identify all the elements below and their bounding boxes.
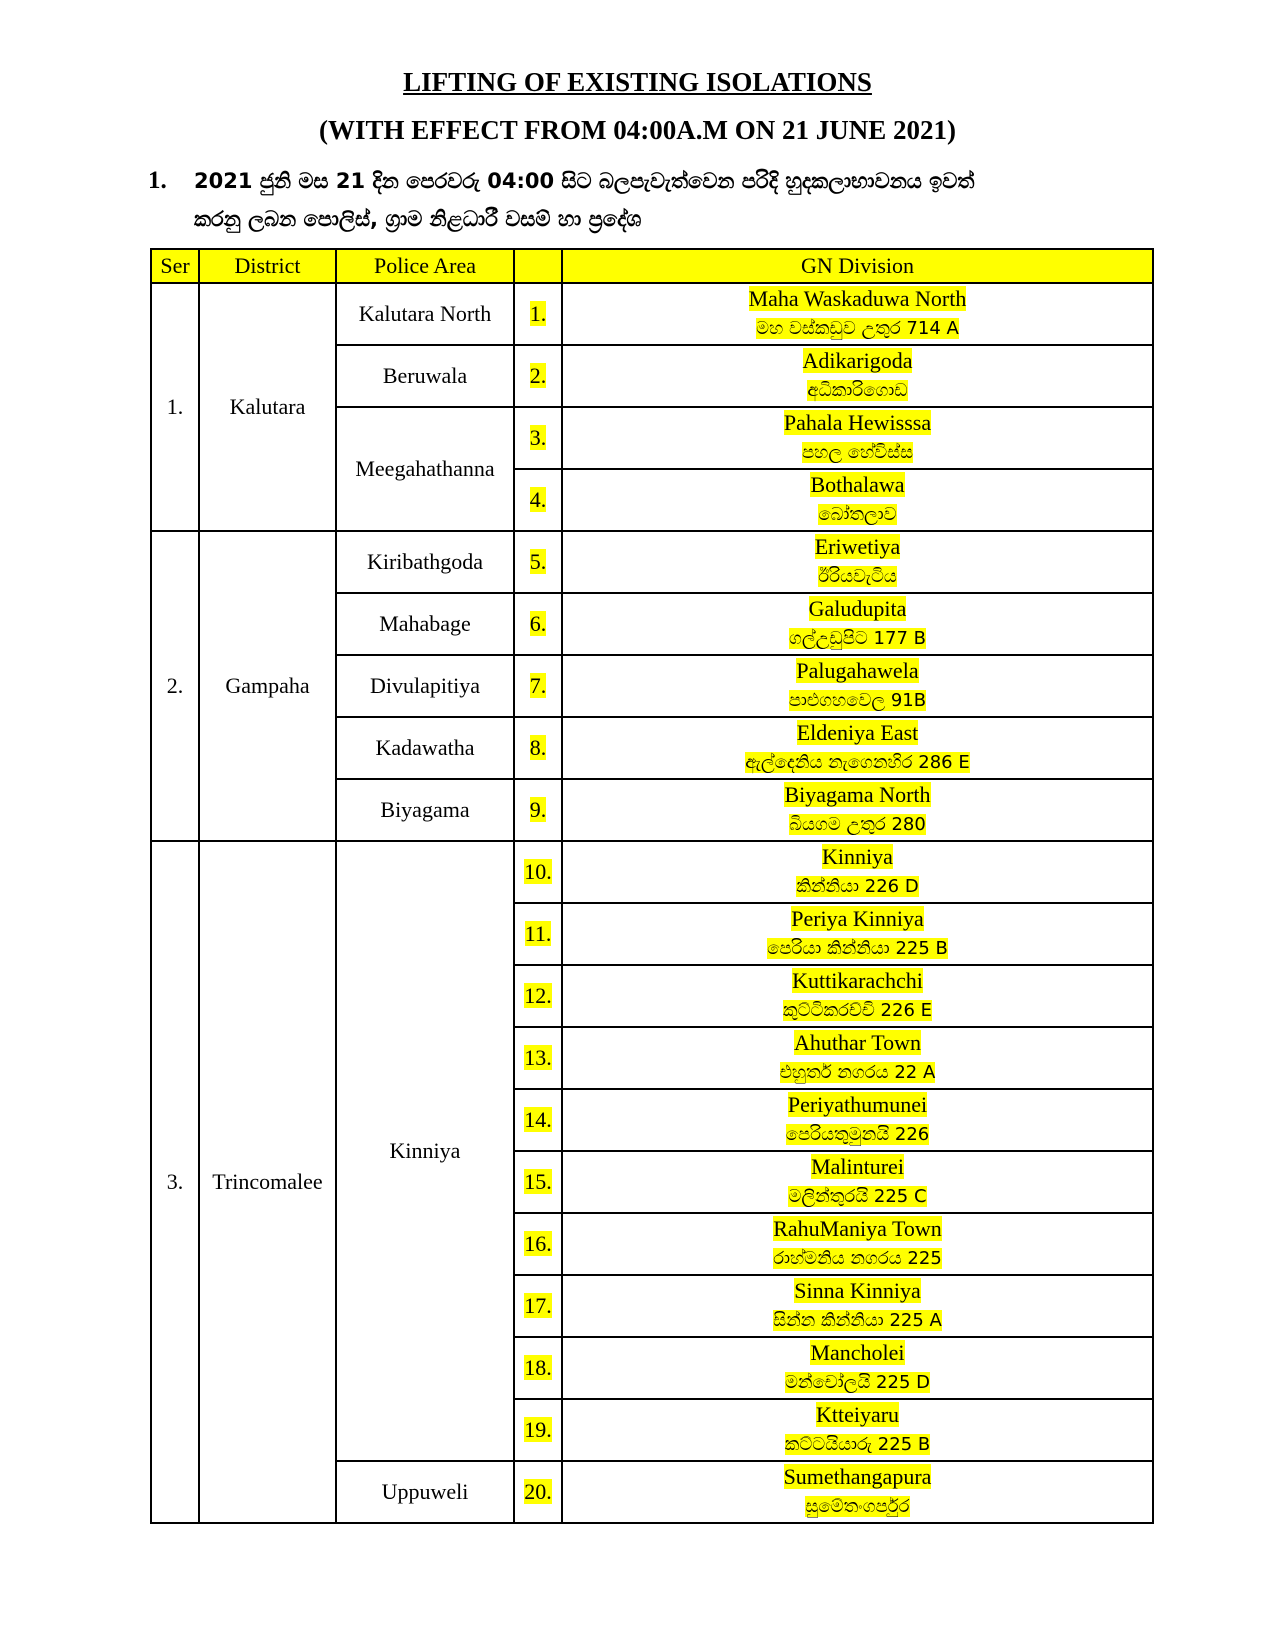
district-ser: 2.	[151, 531, 199, 841]
row-number: 20.	[514, 1461, 562, 1523]
gn-sinhala: කට්ටයියාරු 225 B	[784, 1434, 931, 1455]
row-number: 16.	[514, 1213, 562, 1275]
row-number: 19.	[514, 1399, 562, 1461]
gn-division	[562, 531, 1153, 593]
gn-sinhala: එහුතර් නගරය 22 A	[779, 1062, 936, 1083]
gn-english: Ahuthar Town	[794, 1030, 921, 1055]
district-ser: 3.	[151, 841, 199, 1523]
police-area: Kinniya	[336, 841, 514, 1461]
police-area: Divulapitiya	[336, 655, 514, 717]
table-row	[151, 531, 1153, 593]
table-row	[151, 841, 1153, 903]
gn-division	[562, 283, 1153, 345]
row-number: 10.	[514, 841, 562, 903]
row-number: 8.	[514, 717, 562, 779]
gn-sinhala: කුට්ටිකරච්චි 226 E	[782, 1000, 933, 1021]
gn-division	[562, 407, 1153, 469]
gn-division	[562, 903, 1153, 965]
row-number: 11.	[514, 903, 562, 965]
gn-english: Ktteiyaru	[815, 1402, 900, 1427]
gn-sinhala: මහ වස්කඩුව උතුර 714 A	[756, 318, 959, 339]
police-area: Meegahathanna	[336, 407, 514, 531]
police-area: Beruwala	[336, 345, 514, 407]
gn-division	[562, 1151, 1153, 1213]
police-area: Mahabage	[336, 593, 514, 655]
gn-division	[562, 469, 1153, 531]
gn-english: Sumethangapura	[783, 1464, 932, 1489]
police-area: Kiribathgoda	[336, 531, 514, 593]
gn-english: Maha Waskaduwa North	[748, 286, 967, 311]
gn-sinhala: මලින්තුරයි 225 C	[788, 1186, 927, 1207]
gn-english: Eriwetiya	[814, 534, 901, 559]
gn-sinhala: පෙරියතුමුනයි 226	[785, 1124, 930, 1145]
gn-division	[562, 841, 1153, 903]
district-name: Gampaha	[199, 531, 336, 841]
document-subtitle: (WITH EFFECT FROM 04:00A.M ON 21 JUNE 2021)	[319, 115, 956, 145]
gn-english: RahuManiya Town	[773, 1216, 942, 1241]
row-number: 14.	[514, 1089, 562, 1151]
intro-line-1: 2021 ජුනි මස 21 දින පෙරවරු 04:00 සිට බලපැවැත්වෙන පරිදි හුදකලාභාවනය ඉවත්	[194, 169, 975, 193]
header-ser: Ser	[151, 249, 199, 283]
header-police-area: Police Area	[336, 249, 514, 283]
row-number: 3.	[514, 407, 562, 469]
document-title: LIFTING OF EXISTING ISOLATIONS	[403, 67, 872, 97]
gn-division	[562, 655, 1153, 717]
gn-sinhala: බියගම උතුර 280	[789, 814, 926, 835]
intro-paragraph	[148, 162, 1148, 238]
gn-division	[562, 965, 1153, 1027]
table-row	[151, 283, 1153, 345]
row-number: 17.	[514, 1275, 562, 1337]
header-district: District	[199, 249, 336, 283]
police-area: Kalutara North	[336, 283, 514, 345]
gn-division	[562, 1337, 1153, 1399]
gn-english: Palugahawela	[796, 658, 919, 683]
gn-sinhala: ඇල්දෙනිය නැගෙනහිර 286 E	[745, 752, 970, 773]
row-number: 7.	[514, 655, 562, 717]
isolation-table	[150, 248, 1154, 1524]
gn-english: Adikarigoda	[802, 348, 913, 373]
gn-english: Kinniya	[822, 844, 893, 869]
row-number: 13.	[514, 1027, 562, 1089]
row-number: 4.	[514, 469, 562, 531]
gn-sinhala: මන්චෝලයි 225 D	[784, 1372, 931, 1393]
gn-sinhala: රාහ්මනිය නගරය 225	[773, 1248, 942, 1269]
gn-sinhala: ඊරියවැටිය	[818, 566, 897, 587]
gn-sinhala: බෝතලාව	[818, 504, 897, 525]
gn-sinhala: සුමේතංගර්පුර	[805, 1496, 910, 1517]
police-area: Uppuweli	[336, 1461, 514, 1523]
header-gn-division: GN Division	[562, 249, 1153, 283]
intro-number: 1.	[148, 167, 167, 194]
gn-division	[562, 1461, 1153, 1523]
gn-english: Periya Kinniya	[791, 906, 924, 931]
intro-line-2: කරනු ලබන පොලිස්, ග්‍රාම නිළධාරී වසම් හා ප්‍රදේශ	[194, 207, 642, 231]
gn-division	[562, 593, 1153, 655]
row-number: 18.	[514, 1337, 562, 1399]
gn-english: Mancholei	[810, 1340, 905, 1365]
gn-sinhala: අධිකාරිගොඩ	[807, 380, 908, 401]
gn-english: Kuttikarachchi	[792, 968, 923, 993]
gn-english: Eldeniya East	[796, 720, 919, 745]
gn-sinhala: සින්න කින්නියා 225 A	[773, 1310, 942, 1331]
gn-sinhala: පහල හේවිස්ස	[801, 442, 914, 463]
gn-division	[562, 717, 1153, 779]
gn-sinhala: ගල්උඩුපිට 177 B	[789, 628, 926, 649]
gn-sinhala: පෙරියා කින්නියා 225 B	[767, 938, 948, 959]
row-number: 6.	[514, 593, 562, 655]
table-header-row	[151, 249, 1153, 283]
gn-english: Sinna Kinniya	[794, 1278, 921, 1303]
row-number: 1.	[514, 283, 562, 345]
gn-english: Bothalawa	[810, 472, 905, 497]
police-area: Biyagama	[336, 779, 514, 841]
header-number	[514, 249, 562, 283]
gn-english: Biyagama North	[784, 782, 931, 807]
gn-division	[562, 1027, 1153, 1089]
gn-sinhala: පාළුගහවෙල 91B	[788, 690, 927, 711]
gn-english: Galudupita	[808, 596, 907, 621]
police-area: Kadawatha	[336, 717, 514, 779]
row-number: 2.	[514, 345, 562, 407]
gn-division	[562, 1213, 1153, 1275]
gn-division	[562, 1089, 1153, 1151]
gn-division	[562, 1399, 1153, 1461]
row-number: 5.	[514, 531, 562, 593]
row-number: 9.	[514, 779, 562, 841]
district-name: Kalutara	[199, 283, 336, 531]
gn-sinhala: කින්නියා 226 D	[796, 876, 919, 897]
row-number: 15.	[514, 1151, 562, 1213]
gn-english: Malinturei	[811, 1154, 904, 1179]
district-ser: 1.	[151, 283, 199, 531]
row-number: 12.	[514, 965, 562, 1027]
gn-division	[562, 345, 1153, 407]
gn-division	[562, 1275, 1153, 1337]
gn-english: Periyathumunei	[787, 1092, 928, 1117]
gn-division	[562, 779, 1153, 841]
district-name: Trincomalee	[199, 841, 336, 1523]
gn-english: Pahala Hewisssa	[783, 410, 932, 435]
